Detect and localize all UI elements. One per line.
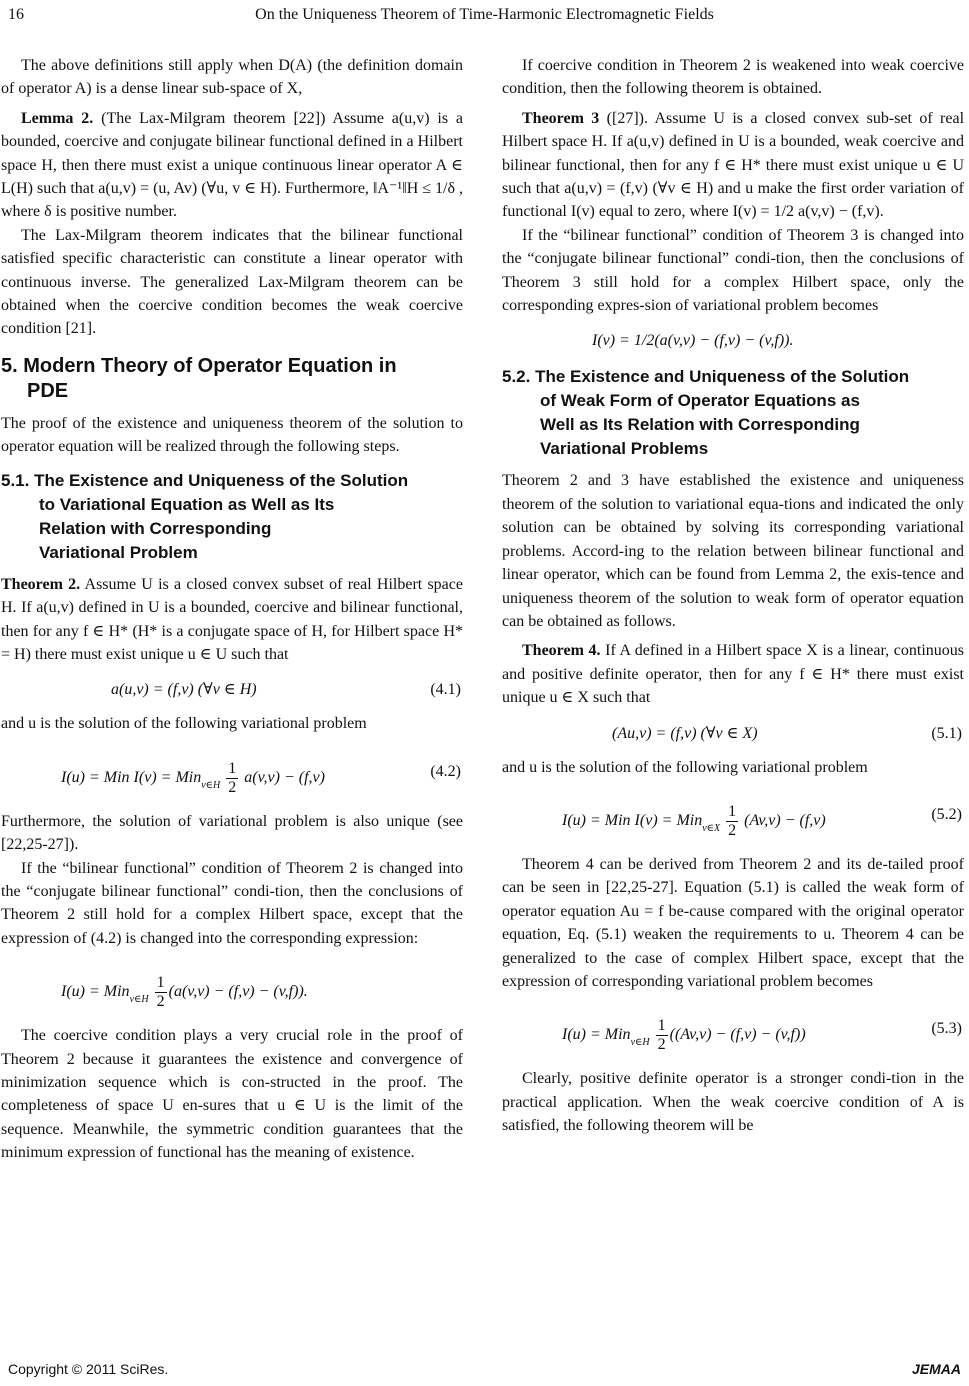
- equation-body: I(v) = 1/2(a(v,v) − (f,v) − (v,f)).: [592, 332, 794, 350]
- lemma-2: [1, 107, 463, 224]
- fraction-half: [155, 974, 167, 1011]
- equation-body: [61, 760, 325, 798]
- paragraph: The coercive condition plays a very crucial role in the proof of Theorem 2 because it guarantees the existence and convergence of minimization sequence which is con-structed in the proof. The completeness of space U en-sures that u ∈ U is the limit of the sequence. Meanwhile, the symmetric condition guarantees that the minimum expression of functional has the meaning of existence.: [1, 1027, 463, 1162]
- equation-right: (Av,v) − (f,v): [744, 812, 826, 830]
- lemma-label: Lemma 2.: [21, 109, 94, 127]
- right-column: [502, 54, 964, 1138]
- paragraph: If the “bilinear functional” condition of Theorem 2 is changed into the “conjugate bilinear functional” condi-tion, then the conclusions of Theorem 2 still hold for a complex Hilbert space, except that the expression of (4.2) is changed into the corresponding expression:: [1, 859, 463, 947]
- heading-line: Relation with Corresponding: [39, 518, 272, 538]
- paragraph: Clearly, positive definite operator is a stronger condi-tion in the practical application. When the weak coercive condition of A is satisfied, the following theorem will be: [502, 1070, 964, 1135]
- equation-number: (5.2): [931, 805, 962, 823]
- theorem-label: Theorem 4.: [522, 642, 601, 660]
- equation-5-2: [502, 787, 964, 845]
- paragraph: Furthermore, the solution of variational problem is also unique (see [22,25-27]).: [1, 812, 463, 854]
- equation-left: I(u) = Min: [61, 983, 130, 1001]
- equation-body: (Au,v) = (f,v) (∀v ∈ X): [612, 724, 758, 742]
- paragraph: The Lax-Milgram theorem indicates that the bilinear functional satisfied specific characteristic can constitute a linear operator with continuous inverse. The generalized Lax-Milgram theorem can be obtained when the coercive condition becomes the weak coercive condition [21].: [1, 226, 463, 338]
- equation-body: a(u,v) = (f,v) (∀v ∈ H): [111, 681, 257, 699]
- equation-subscript: v∈X: [702, 823, 721, 835]
- fraction-numerator: 1: [156, 974, 165, 992]
- paragraph: Theorem 2 and 3 have established the existence and uniqueness theorem of the solution to variational equa-tions and indicated the only solution can be obtained by solving its corresponding variational problems. Accord-ing to the relation between bilinear functional and linear operator, which can be found from Lemma 2, the exis-tence and uniqueness theorem of the solution to weak form of operator equation can be obtained as follows.: [502, 472, 964, 630]
- left-column: [1, 54, 463, 1165]
- equation-number: (5.3): [931, 1020, 962, 1038]
- paragraph: The proof of the existence and uniqueness theorem of the solution to operator equation will be realized through the following steps.: [1, 414, 463, 456]
- theorem-label: Theorem 3: [522, 109, 600, 127]
- theorem-text: Assume U is a closed convex subset of real Hilbert space H. If a(u,v) defined in U is a bounded, coercive and bilinear functional, then for any f ∈ H* (H* is a conjugate space of H, for Hilbert space H* = H) there must exist unique u ∈ U such that: [1, 575, 463, 663]
- equation-right: (a(v,v) − (f,v) − (v,f)).: [168, 983, 308, 1001]
- equation-5-1: [502, 718, 964, 748]
- equation-subscript: v∈H: [630, 1037, 650, 1049]
- lemma-text: (The Lax-Milgram theorem [22]) Assume a(u,v) is a bounded, coercive and conjugate bilinear functional defined in a Hilbert space H, then there must exist a unique continuous linear operator A ∈ L(H) such that a(u,v) = (u, Av) (∀u, v ∈ H). Furthermore, ‖A⁻¹‖H ≤ 1/δ , where δ is positive number.: [1, 109, 464, 221]
- heading-line: 5.1. The Existence and Uniqueness of the Solution: [1, 470, 409, 490]
- page-header: [0, 6, 969, 30]
- paragraph: and u is the solution of the following variational problem: [1, 715, 367, 733]
- paragraph: Theorem 4 can be derived from Theorem 2 and its de-tailed proof can be seen in [22,25-27]. Equation (5.1) is called the weak form of operator equation Au = f be-cause compared with the original operator equation, Eq. (5.1) weaken the requirements to u. Theorem 4 can be generalized to the case of complex Hilbert space, except that the expression of corresponding variational problem becomes: [502, 855, 964, 990]
- equation-subscript: v∈H: [129, 994, 149, 1006]
- fraction-half: [726, 803, 738, 840]
- equation-right: ((Av,v) − (f,v) − (v,f)): [669, 1026, 806, 1044]
- theorem-ref: ([27]).: [606, 109, 648, 127]
- equation-4-1: [1, 674, 463, 704]
- equation-5-3: [502, 1001, 964, 1059]
- theorem-3: [502, 107, 964, 224]
- page-number: 16: [8, 6, 24, 23]
- fraction-numerator: 1: [728, 802, 737, 820]
- fraction-numerator: 1: [657, 1017, 666, 1035]
- equation-body: [562, 803, 826, 841]
- equation-4-2: [1, 744, 463, 802]
- section-heading-5-1: [1, 469, 463, 565]
- heading-line: to Variational Equation as Well as Its: [39, 494, 335, 514]
- copyright: Copyright © 2011 SciRes.: [8, 1361, 169, 1377]
- equation-body: [562, 1017, 806, 1055]
- paragraph: The above definitions still apply when D(A) (the definition domain of operator A) is a dense linear sub-space of X,: [1, 57, 463, 98]
- theorem-2: [1, 573, 463, 667]
- fraction-denominator: 2: [156, 993, 165, 1011]
- equation-number: (4.1): [430, 681, 461, 699]
- journal-name: JEMAA: [911, 1361, 961, 1377]
- heading-line: PDE: [27, 379, 69, 402]
- equation-right: a(v,v) − (f,v): [244, 768, 325, 786]
- paragraph: If coercive condition in Theorem 2 is weakened into weak coercive condition, then the following theorem is obtained.: [502, 57, 964, 98]
- fraction-numerator: 1: [228, 759, 237, 777]
- equation-left: I(u) = Min I(v) = Min: [562, 812, 703, 830]
- section-heading-5: [1, 354, 463, 404]
- equation-body: [61, 974, 308, 1012]
- equation-number: (4.2): [430, 762, 461, 780]
- fraction-denominator: 2: [228, 778, 237, 796]
- equation-left: I(u) = Min: [562, 1026, 631, 1044]
- fraction-denominator: 2: [657, 1036, 666, 1054]
- theorem-label: Theorem 2.: [1, 575, 81, 593]
- paragraph: and u is the solution of the following variational problem: [502, 758, 868, 776]
- equation-left: I(u) = Min I(v) = Min: [61, 768, 202, 786]
- fraction-half: [656, 1017, 668, 1054]
- heading-line: 5.2. The Existence and Uniqueness of the Solution: [502, 367, 910, 387]
- fraction-half: [226, 760, 238, 797]
- equation-subscript: v∈H: [201, 779, 221, 791]
- heading-line: 5. Modern Theory of Operator Equation in: [1, 354, 397, 377]
- running-title: On the Uniqueness Theorem of Time-Harmonic Electromagnetic Fields: [255, 6, 714, 23]
- heading-line: Variational Problem: [39, 542, 198, 562]
- fraction-denominator: 2: [728, 821, 737, 839]
- theorem-4: [502, 639, 964, 709]
- theorem-text: If A defined in a Hilbert space X is a linear, continuous and positive definite operator, then for any f ∈ H* there must exist unique u ∈ X such that: [502, 642, 964, 707]
- heading-line: of Weak Form of Operator Equations as: [540, 391, 860, 411]
- equation-complex-1: [1, 958, 463, 1016]
- heading-line: Well as Its Relation with Corresponding: [540, 415, 860, 435]
- equation-number: (5.1): [931, 724, 962, 742]
- equation-complex-2: [502, 325, 964, 355]
- theorem-text: Assume U is a closed convex sub-set of real Hilbert space H. If a(u,v) defined in U is a bounded, weak coercive and bilinear functional, then for any f ∈ H* there must exist unique u ∈ U such that a(u,v) = (f,v) (∀v ∈ H) and u make the first order variation of functional I(v) equal to zero, where I(v) = 1/2 a(v,v) − (f,v).: [502, 109, 965, 221]
- paragraph: If the “bilinear functional” condition of Theorem 3 is changed into the “conjugate bilinear functional” condi-tion, then the conclusions of Theorem 3 still hold for a complex Hilbert space, only the corresponding expres-sion of variational problem becomes: [502, 226, 964, 315]
- heading-line: Variational Problems: [540, 439, 709, 459]
- section-heading-5-2: [502, 365, 964, 461]
